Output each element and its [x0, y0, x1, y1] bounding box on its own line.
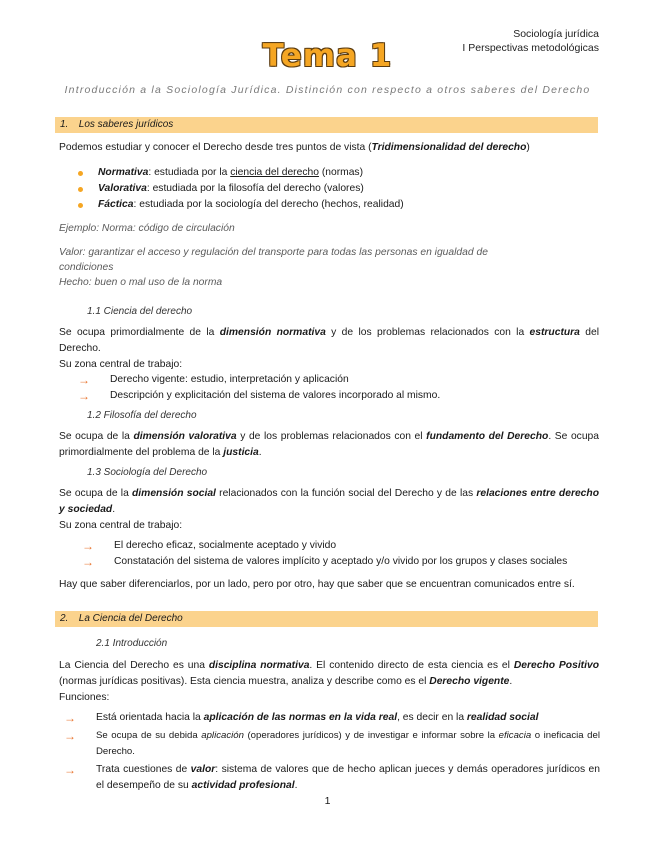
text: El derecho eficaz, socialmente aceptado y vivido — [114, 540, 337, 551]
emphasis: fundamento del Derecho — [426, 431, 549, 442]
orange-dot-icon — [78, 187, 83, 192]
emphasis: Derecho vigente — [429, 676, 510, 687]
emphasis: disciplina normativa — [208, 660, 310, 671]
subsection-1-2-body — [59, 429, 599, 461]
emphasis: actividad profesional — [191, 780, 295, 791]
text: : estudiada por la — [148, 167, 231, 178]
list-item — [78, 197, 404, 213]
emphasis: estructura — [529, 327, 580, 338]
orange-dot-icon — [78, 171, 83, 176]
term: Fáctica — [98, 199, 134, 210]
list-item — [78, 388, 440, 404]
subsection-1-1-title: 1.1 Ciencia del derecho — [87, 306, 193, 317]
section-2-intro — [59, 658, 599, 706]
list-item — [64, 728, 600, 760]
text: del Derecho. — [59, 327, 600, 354]
text: . El contenido directo de esta ciencia es el — [309, 660, 514, 671]
text: o ineficacia del Derecho. — [96, 730, 600, 757]
text: Se ocupa de su debida — [96, 730, 202, 741]
section-1-number: 1. — [60, 119, 69, 130]
text: (normas jurídicas positivas). Esta ciencia muestra, analiza y describe como es el — [59, 676, 430, 687]
underlined-text: ciencia del derecho — [230, 167, 319, 178]
text: ) — [526, 142, 530, 153]
text: . — [258, 447, 262, 458]
s11-list — [78, 372, 440, 404]
functions-list — [64, 710, 600, 794]
text: . — [112, 504, 116, 515]
emphasis: Derecho Positivo — [513, 660, 599, 671]
text: . Se ocupa primordialmente del problema de la — [59, 431, 600, 458]
emphasis: valor — [190, 764, 216, 775]
list-item — [82, 554, 567, 570]
arrow-right-icon: → — [78, 373, 90, 387]
text: Descripción y explicitación del sistema de valores incorporado al mismo. — [110, 390, 441, 401]
page-title: Tema 1 — [262, 38, 393, 74]
emphasis: dimensión normativa — [219, 327, 326, 338]
subsection-1-3-body — [59, 486, 599, 534]
arrow-right-icon: → — [64, 763, 76, 777]
page-number: 1 — [324, 795, 331, 807]
emphasis: dimensión social — [132, 488, 216, 499]
text: (operadores jurídicos) y de investigar e informar sobre la — [243, 730, 499, 741]
section-2-number: 2. — [60, 613, 69, 624]
list-item — [78, 165, 404, 181]
text: . — [294, 780, 298, 791]
header-course: Sociología jurídica — [513, 28, 599, 40]
list-item — [82, 538, 567, 554]
section-2-heading — [55, 611, 598, 627]
term: Normativa — [98, 167, 149, 178]
example-line: Ejemplo: Norma: código de circulación — [59, 223, 235, 234]
arrow-right-icon: → — [64, 729, 76, 743]
arrow-right-icon: → — [82, 539, 94, 553]
emphasis: Tridimensionalidad del derecho — [371, 142, 527, 153]
text: Está orientada hacia la — [96, 712, 204, 723]
text: Podemos estudiar y conocer el Derecho desde tres puntos de vista ( — [59, 142, 372, 153]
emphasis: aplicación — [201, 730, 244, 741]
valor-line — [59, 245, 599, 290]
emphasis: justicia — [223, 447, 259, 458]
emphasis: relaciones entre derecho y sociedad — [59, 488, 599, 515]
text: condiciones — [59, 262, 114, 273]
text: Su zona central de trabajo: — [59, 520, 183, 531]
text: Su zona central de trabajo: — [59, 359, 183, 370]
text: relacionados con la función social del Derecho y de las — [215, 488, 477, 499]
text: Funciones: — [59, 692, 110, 703]
list-item — [78, 181, 404, 197]
emphasis: eficacia — [498, 730, 532, 741]
subsection-2-1-title: 2.1 Introducción — [96, 638, 168, 649]
text: , es decir en la — [397, 712, 467, 723]
orange-dot-icon — [78, 203, 83, 208]
arrow-right-icon: → — [82, 555, 94, 569]
text: Se ocupa de la — [59, 431, 134, 442]
text: Hecho: buen o mal uso de la norma — [59, 277, 223, 288]
text: : estudiada por la filosofía del derecho (valores) — [146, 183, 364, 194]
arrow-right-icon: → — [78, 389, 90, 403]
text: Valor: garantizar el acceso y regulación del transporte para todas las personas en igualdad de — [59, 247, 488, 258]
text: : estudiada por la sociología del derecho (hechos, realidad) — [133, 199, 404, 210]
list-item — [78, 372, 440, 388]
page-subtitle: Introducción a la Sociología Jurídica. Distinción con respecto a otros saberes del Derecho — [64, 84, 591, 96]
subsection-1-2-title: 1.2 Filosofía del derecho — [87, 410, 197, 421]
emphasis: aplicación de las normas en la vida real — [203, 712, 398, 723]
term: Valorativa — [98, 183, 147, 194]
text: . — [509, 676, 513, 687]
text: y de los problemas relacionados con el — [236, 431, 427, 442]
emphasis: realidad social — [466, 712, 539, 723]
subsection-1-3-title: 1.3 Sociología del Derecho — [87, 467, 208, 478]
emphasis: dimensión valorativa — [133, 431, 237, 442]
dimensions-list — [78, 165, 404, 213]
closing-paragraph: Hay que saber diferenciarlos, por un lado, pero por otro, hay que saber que se encuentran comunicados entre sí. — [59, 579, 575, 590]
s13-list — [82, 538, 567, 570]
text: (normas) — [318, 167, 364, 178]
section-1-intro — [59, 140, 599, 156]
text: Se ocupa primordialmente de la — [59, 327, 220, 338]
list-item — [64, 710, 600, 726]
section-1-heading — [55, 117, 598, 133]
subsection-1-1-body — [59, 325, 599, 373]
text: y de los problemas relacionados con la — [325, 327, 530, 338]
text: Constatación del sistema de valores implícito y aceptado y/o vivido por los grupos y clases sociales — [114, 556, 568, 567]
text: Trata cuestiones de — [96, 764, 191, 775]
text: Derecho vigente: estudio, interpretación y aplicación — [110, 374, 349, 385]
header-section: I Perspectivas metodológicas — [462, 42, 599, 54]
text: : sistema de valores que de hecho aplican jueces y demás operadores jurídicos en el desempeño de su — [96, 764, 600, 791]
text: La Ciencia del Derecho es una — [59, 660, 209, 671]
section-2-title: La Ciencia del Derecho — [78, 613, 183, 624]
list-item — [64, 762, 600, 794]
arrow-right-icon: → — [64, 711, 76, 725]
text: Se ocupa de la — [59, 488, 133, 499]
section-1-title: Los saberes jurídicos — [78, 119, 174, 130]
